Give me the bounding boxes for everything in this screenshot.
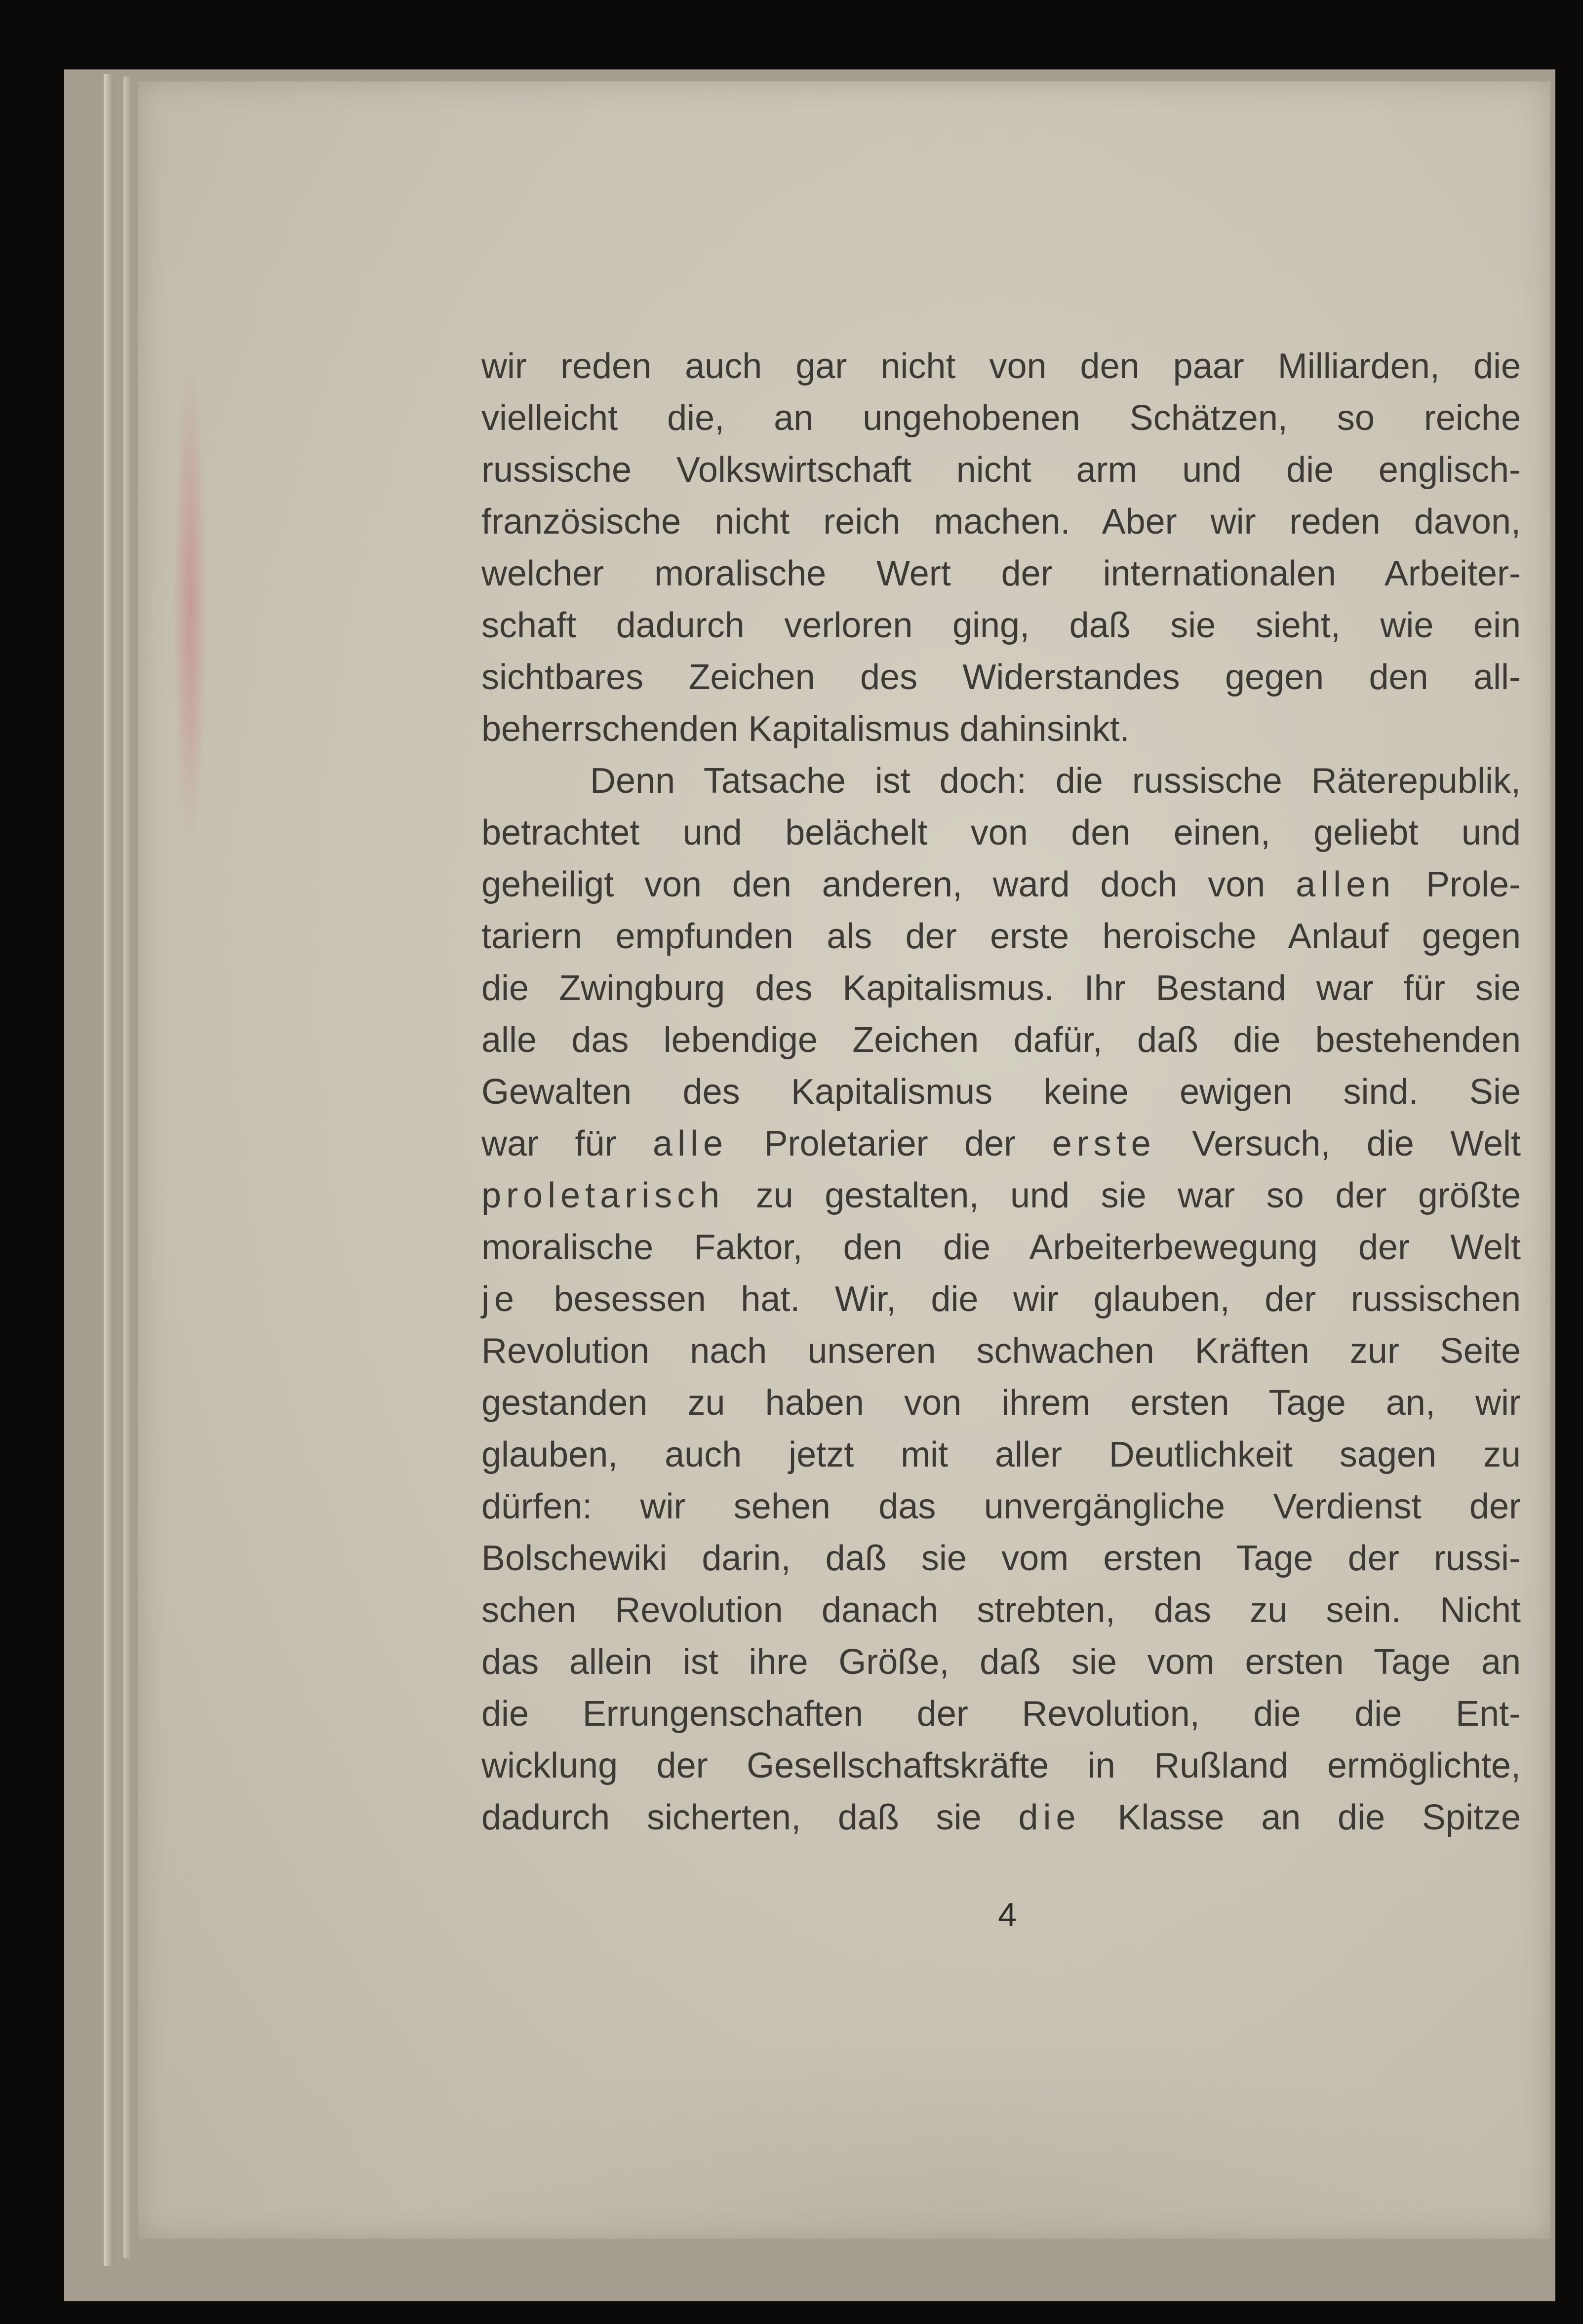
text-line: moralische Faktor, den die Arbeiterbewegung der Welt bbox=[481, 1228, 1521, 1267]
text-line: Bolschewiki darin, daß sie vom ersten Tage der russi- bbox=[481, 1539, 1521, 1578]
text-line: wir reden auch gar nicht von den paar Milliarden, die bbox=[481, 347, 1521, 386]
page-edge bbox=[104, 74, 114, 2266]
text-line: wicklung der Gesellschaftskräfte in Rußland ermöglichte, bbox=[481, 1746, 1521, 1785]
text-line: tariern empfunden als der erste heroische Anlauf gegen bbox=[481, 917, 1521, 956]
text-line: die Errungenschaften der Revolution, die die Ent- bbox=[481, 1694, 1521, 1734]
text-line: dürfen: wir sehen das unvergängliche Verdienst der bbox=[481, 1487, 1521, 1526]
text-line: dadurch sicherten, daß sie die Klasse an die Spitze bbox=[481, 1798, 1521, 1837]
spaced-word: je bbox=[481, 1279, 519, 1319]
spaced-word: die bbox=[1018, 1798, 1081, 1837]
text-line: beherrschenden Kapitalismus dahinsinkt. bbox=[481, 709, 1130, 749]
text-line: Denn Tatsache ist doch: die russische Räterepublik, bbox=[590, 761, 1521, 801]
text-line: vielleicht die, an ungehobenen Schätzen, so reiche bbox=[481, 398, 1521, 438]
spaced-word: proletarisch bbox=[481, 1176, 725, 1215]
text-line: war für alle Proletarier der erste Versuch, die Welt bbox=[481, 1124, 1521, 1163]
text-line: russische Volkswirtschaft nicht arm und die englisch- bbox=[481, 450, 1521, 490]
text-line: geheiligt von den anderen, ward doch von allen Prole- bbox=[481, 865, 1521, 904]
text-line: die Zwingburg des Kapitalismus. Ihr Bestand war für sie bbox=[481, 968, 1521, 1008]
text-line: französische nicht reich machen. Aber wir reden davon, bbox=[481, 502, 1521, 542]
text-line: proletarisch zu gestalten, und sie war so der größte bbox=[481, 1176, 1521, 1215]
text-line: glauben, auch jetzt mit aller Deutlichkeit sagen zu bbox=[481, 1435, 1521, 1474]
body-text bbox=[481, 341, 1521, 1844]
text-line: alle das lebendige Zeichen dafür, daß die bestehenden bbox=[481, 1020, 1521, 1060]
water-damage bbox=[395, 2031, 1531, 2239]
paper-stain bbox=[173, 358, 207, 852]
text-line: schen Revolution danach strebten, das zu sein. Nicht bbox=[481, 1590, 1521, 1630]
text-line: gestanden zu haben von ihrem ersten Tage an, wir bbox=[481, 1383, 1521, 1423]
spaced-word: allen bbox=[1296, 865, 1396, 904]
text-line: Gewalten des Kapitalismus keine ewigen sind. Sie bbox=[481, 1072, 1521, 1112]
text-line: betrachtet und belächelt von den einen, geliebt und bbox=[481, 813, 1521, 852]
text-line: das allein ist ihre Größe, daß sie vom ersten Tage an bbox=[481, 1642, 1521, 1682]
page-edge-inner bbox=[123, 77, 130, 2258]
text-line: welcher moralische Wert der internationalen Arbeiter- bbox=[481, 554, 1521, 593]
text-line: je besessen hat. Wir, die wir glauben, der russischen bbox=[481, 1279, 1521, 1319]
text-line: schaft dadurch verloren ging, daß sie sieht, wie ein bbox=[481, 606, 1521, 645]
spaced-word: alle bbox=[652, 1124, 728, 1163]
page-number: 4 bbox=[998, 1896, 1017, 1934]
text-line: Revolution nach unseren schwachen Kräften zur Seite bbox=[481, 1331, 1521, 1371]
spaced-word: erste bbox=[1052, 1124, 1156, 1163]
text-line: sichtbares Zeichen des Widerstandes gegen den all- bbox=[481, 658, 1521, 697]
